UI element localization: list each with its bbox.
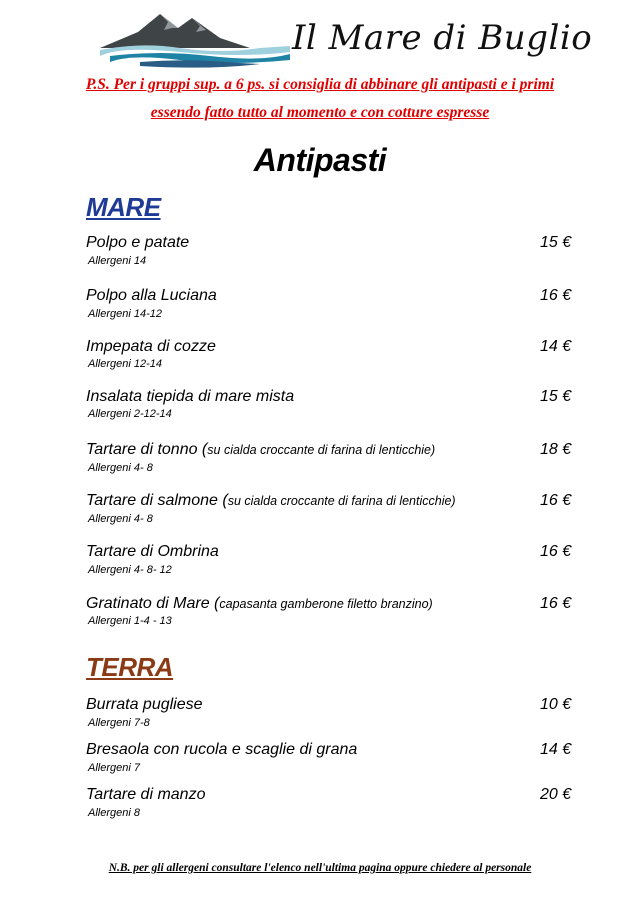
- menu-item-allergens: Allergeni 4- 8: [88, 462, 153, 474]
- menu-item-name: Tartare di salmone (su cialda croccante di farina di lenticchie): [86, 492, 456, 509]
- menu-item-name: Bresaola con rucola e scaglie di grana: [86, 741, 358, 758]
- menu-item-allergens: Allergeni 7-8: [88, 717, 150, 729]
- menu-item-allergens: Allergeni 8: [88, 807, 140, 819]
- section-heading-mare: MARE: [86, 192, 161, 222]
- menu-item-allergens: Allergeni 1-4 - 13: [88, 615, 172, 627]
- menu-item-allergens: Allergeni 12-14: [88, 358, 162, 370]
- page-title: Antipasti: [253, 142, 387, 178]
- menu-item-allergens: Allergeni 4- 8: [88, 513, 153, 525]
- menu-item-allergens: Allergeni 2-12-14: [88, 408, 172, 420]
- menu-item-price: 14 €: [540, 338, 572, 355]
- notice-line-1: P.S. Per i gruppi sup. a 6 ps. si consiglia di abbinare gli antipasti e i primi: [85, 76, 555, 93]
- menu-item-price: 16 €: [540, 595, 572, 612]
- menu-item-name: Tartare di manzo: [86, 786, 206, 803]
- brand-name: Il Mare di Buglio: [292, 18, 593, 58]
- menu-item-name: Burrata pugliese: [86, 696, 203, 713]
- menu-item-price: 16 €: [540, 543, 572, 560]
- menu-item-price: 18 €: [540, 441, 572, 458]
- menu-item-name: Tartare di tonno (su cialda croccante di farina di lenticchie): [86, 441, 436, 458]
- menu-item-allergens: Allergeni 14: [88, 255, 147, 267]
- menu-item-price: 16 €: [540, 492, 572, 509]
- menu-item-price: 14 €: [540, 741, 572, 758]
- menu-item-price: 16 €: [540, 287, 572, 304]
- menu-item-name: Gratinato di Mare (capasanta gamberone filetto branzino): [86, 595, 433, 612]
- menu-item-price: 10 €: [540, 696, 572, 713]
- menu-item-price: 15 €: [540, 388, 572, 405]
- allergen-footer-note: N.B. per gli allergeni consultare l'elenco nell'ultima pagina oppure chiedere al personale: [108, 862, 532, 874]
- mountain-logo: [100, 8, 290, 70]
- menu-item-name: Polpo e patate: [86, 234, 190, 251]
- section-heading-terra: TERRA: [86, 652, 174, 682]
- menu-item-price: 20 €: [540, 786, 572, 803]
- menu-item-allergens: Allergeni 14-12: [88, 308, 162, 320]
- notice-line-2: essendo fatto tutto al momento e con cotture espresse: [150, 104, 490, 121]
- menu-item-name: Insalata tiepida di mare mista: [86, 388, 295, 405]
- menu-item-price: 15 €: [540, 234, 572, 251]
- menu-item-name: Polpo alla Luciana: [86, 287, 217, 304]
- menu-item-allergens: Allergeni 7: [88, 762, 140, 774]
- menu-item-name: Impepata di cozze: [86, 338, 216, 355]
- menu-item-allergens: Allergeni 4- 8- 12: [88, 564, 172, 576]
- menu-item-name: Tartare di Ombrina: [86, 543, 219, 560]
